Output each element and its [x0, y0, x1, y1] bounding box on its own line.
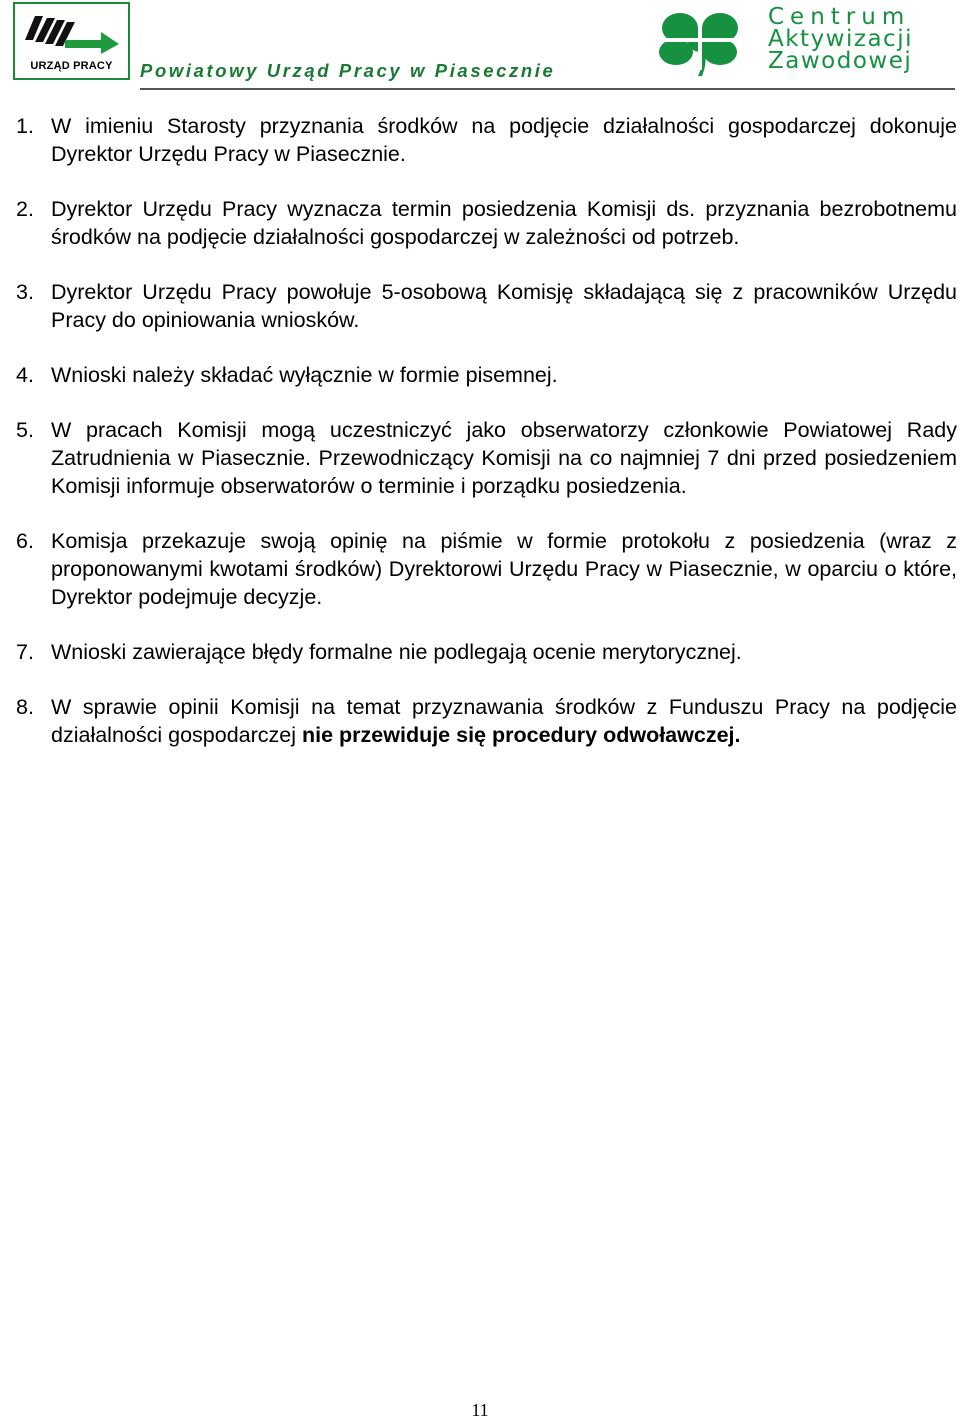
centrum-aktywizacji-logo	[648, 2, 958, 80]
list-text: W imieniu Starosty przyznania środków na podjęcie działalności gospodarczej dokonuje Dyrektor Urzędu Pracy w Piasecznie.	[51, 114, 957, 166]
list-text: Dyrektor Urzędu Pracy powołuje 5-osobową Komisję składającą się z pracowników Urzędu Pracy do opiniowania wniosków.	[51, 280, 957, 332]
list-number: 1.	[16, 114, 34, 138]
list-number: 4.	[16, 363, 34, 387]
list-number: 3.	[16, 280, 34, 304]
logo-right-line2: Aktywizacji	[768, 26, 913, 52]
list-number: 7.	[16, 640, 34, 664]
logo-right-line3: Zawodowej	[768, 48, 913, 74]
urzad-pracy-logo	[13, 2, 130, 80]
list-text: Komisja przekazuje swoją opinię na piśmie w formie protokołu z posiedzenia (wraz z proponowanymi kwotami środków) Dyrektorowi Urzędu Pracy w Piasecznie, w oparciu o które, Dyrektor podejmuje decyzje.	[51, 529, 957, 609]
header-divider	[140, 88, 955, 90]
list-item	[16, 112, 957, 168]
list-number: 6.	[16, 529, 34, 553]
clover-icon	[648, 6, 758, 78]
page-number: 11	[471, 1400, 489, 1420]
page-header	[0, 0, 960, 92]
list-item	[16, 195, 957, 251]
list-number: 2.	[16, 197, 34, 221]
logo-right-line1: Centrum	[768, 4, 911, 30]
emphasis-text: nie przewiduje się procedury odwoławczej.	[302, 723, 741, 747]
list-item	[16, 278, 957, 334]
list-item	[16, 416, 957, 500]
list-text-with-emphasis	[51, 693, 957, 749]
list-text: Wnioski należy składać wyłącznie w formie pisemnej.	[51, 363, 558, 387]
list-text: Dyrektor Urzędu Pracy wyznacza termin posiedzenia Komisji ds. przyznania bezrobotnemu środków na podjęcie działalności gospodarczej w zależności od potrzeb.	[51, 197, 957, 249]
numbered-list	[16, 112, 957, 776]
list-number: 5.	[16, 418, 34, 442]
list-item	[16, 693, 957, 749]
office-name: Powiatowy Urząd Pracy w Piasecznie	[140, 60, 556, 81]
arrows-logo-icon	[21, 10, 121, 54]
list-item	[16, 638, 957, 666]
list-text: W sprawie opinii Komisji na temat przyznawania środków z Funduszu Pracy na podjęcie działalności gospodarczej	[51, 695, 957, 747]
list-item	[16, 361, 957, 389]
list-text: Wnioski zawierające błędy formalne nie podlegają ocenie merytorycznej.	[51, 640, 742, 664]
list-item	[16, 527, 957, 611]
list-text: W pracach Komisji mogą uczestniczyć jako obserwatorzy członkowie Powiatowej Rady Zatrudnienia w Piasecznie. Przewodniczący Komisji na co najmniej 7 dni przed posiedzeniem Komisji informuje obserwatorów o terminie i porządku posiedzenia.	[51, 418, 957, 498]
list-number: 8.	[16, 695, 34, 719]
logo-left-text: URZĄD PRACY	[30, 60, 113, 72]
